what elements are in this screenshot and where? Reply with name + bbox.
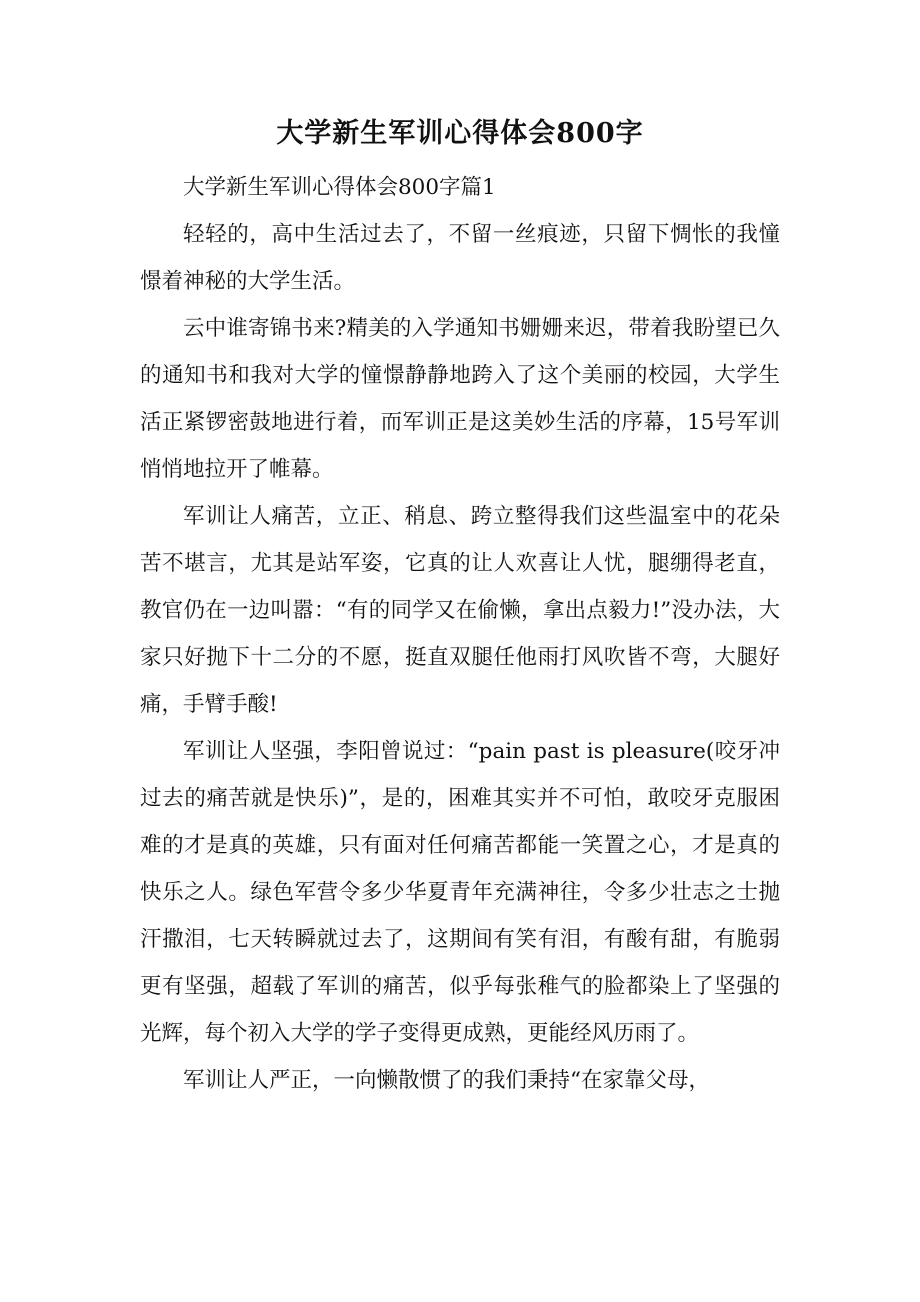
paragraph-3: 军训让人痛苦，立正、稍息、跨立整得我们这些温室中的花朵苦不堪言，尤其是站军姿，它真的让人欢喜让人忧，腿绷得老直，教官仍在一边叫嚣：“有的同学又在偷懒，拿出点毅力!”没办法，大家只好抛下十二分的不愿，挺直双腿任他雨打风吹皆不弯，大腿好痛，手臂手酸!	[140, 504, 780, 717]
paragraph-4: 军训让人坚强，李阳曾说过：“pain past is pleasure(咬牙冲过去的痛苦就是快乐)”，是的，困难其实并不可怕，敢咬牙克服困难的才是真的英雄，只有面对任何痛苦都能一笑置之心，才是真的快乐之人。绿色军营令多少华夏青年充满神往，令多少壮志之士抛汗撒泪，七天转瞬就过去了，这期间有笑有泪，有酸有甜，有脆弱更有坚强，超载了军训的痛苦，似乎每张稚气的脸都染上了坚强的光辉，每个初入大学的学子变得更成熟，更能经风历雨了。	[140, 739, 780, 1046]
document-body	[140, 164, 780, 1104]
section-heading: 大学新生军训心得体会800字篇1	[183, 175, 496, 200]
paragraph-5: 军训让人严正，一向懒散惯了的我们秉持“在家靠父母，	[183, 1068, 710, 1093]
paragraph-1: 轻轻的，高中生活过去了，不留一丝痕迹，只留下惆怅的我憧憬着神秘的大学生活。	[140, 222, 780, 294]
paragraph-2: 云中谁寄锦书来?精美的入学通知书姗姗来迟，带着我盼望已久的通知书和我对大学的憧憬静静地跨入了这个美丽的校园，大学生活正紧锣密鼓地进行着，而军训正是这美妙生活的序幕，15号军训悄悄地拉开了帷幕。	[140, 316, 780, 482]
document-title: 大学新生军训心得体会800字	[276, 118, 644, 149]
